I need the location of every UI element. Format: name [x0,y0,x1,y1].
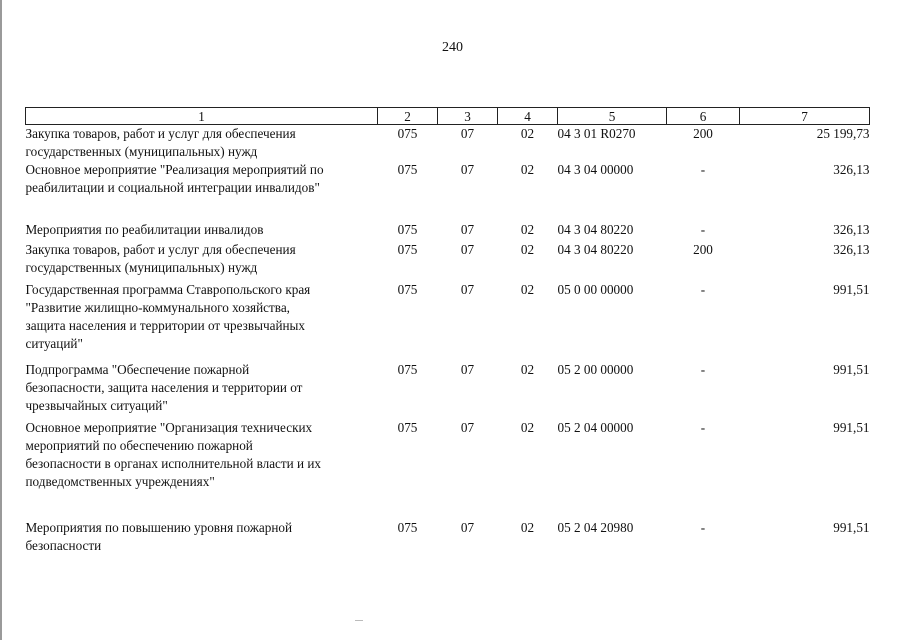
target-article-code: 04 3 04 00000 [557,162,634,177]
description-line: подведомственных учреждениях" [25,474,215,489]
subsection-code: 02 [520,420,535,435]
expense-type-code: - [700,420,706,435]
description-line: государственных (муниципальных) нужд [25,144,258,159]
table-row [26,361,870,419]
description-line: безопасности в органах исполнительной власти и их [25,456,322,471]
column-header-1: 1 [26,108,378,125]
row-description [26,125,378,162]
page-number: 240 [442,40,463,55]
target-article-code: 04 3 04 80220 [557,242,634,257]
section-code: 07 [460,282,475,297]
description-line: Закупка товаров, работ и услуг для обеспечения [25,126,296,141]
section-code: 07 [460,420,475,435]
section-code: 07 [460,362,475,377]
description-line: Основное мероприятие "Реализация мероприятий по [25,162,324,177]
amount-value: 326,13 [833,162,870,177]
amount-value: 25 199,73 [816,126,870,141]
expense-type-code: 200 [693,126,713,141]
row-description [26,419,378,519]
column-number-row [26,108,870,125]
description-line: мероприятий по обеспечению пожарной [25,438,253,453]
section-code: 07 [460,222,475,237]
row-description [26,281,378,361]
expense-type-code: - [700,162,706,177]
column-header-2: 2 [378,108,438,125]
amount-value: 991,51 [833,520,870,535]
description-line: Закупка товаров, работ и услуг для обеспечения [25,242,296,257]
ministry-code: 075 [397,162,418,177]
description-line: Подпрограмма "Обеспечение пожарной [25,362,250,377]
subsection-code: 02 [520,242,535,257]
column-header-6: 6 [667,108,740,125]
ministry-code: 075 [397,520,418,535]
page-edge-line [0,0,2,640]
description-line: "Развитие жилищно-коммунального хозяйства, [25,300,290,315]
amount-value: 991,51 [833,420,870,435]
ministry-code: 075 [397,222,418,237]
table-body [26,125,870,560]
column-header-7: 7 [740,108,870,125]
ministry-code: 075 [397,420,418,435]
table-row [26,241,870,281]
description-line: Мероприятия по реабилитации инвалидов [25,222,264,237]
row-description [26,519,378,559]
table-row [26,125,870,162]
row-description [26,241,378,281]
column-header-4: 4 [498,108,558,125]
subsection-code: 02 [520,222,535,237]
subsection-code: 02 [520,520,535,535]
row-description [26,361,378,419]
description-line: безопасности, защита населения и территории от [25,380,303,395]
amount-value: 991,51 [833,362,870,377]
section-code: 07 [460,242,475,257]
expense-type-code: - [700,520,706,535]
column-header-5: 5 [558,108,667,125]
target-article-code: 05 2 04 20980 [557,520,634,535]
ministry-code: 075 [397,242,418,257]
amount-value: 326,13 [833,222,870,237]
table-row [26,419,870,519]
description-line: Основное мероприятие "Организация технических [25,420,313,435]
target-article-code: 05 0 00 00000 [557,282,634,297]
subsection-code: 02 [520,126,535,141]
description-line: Государственная программа Ставропольского края [25,282,311,297]
subsection-code: 02 [520,162,535,177]
description-line: защита населения и территории от чрезвычайных [25,318,306,333]
section-code: 07 [460,520,475,535]
description-line: государственных (муниципальных) нужд [25,260,258,275]
target-article-code: 05 2 00 00000 [557,362,634,377]
target-article-code: 04 3 01 R0270 [557,126,636,141]
expense-type-code: - [700,362,706,377]
section-code: 07 [460,126,475,141]
subsection-code: 02 [520,282,535,297]
section-code: 07 [460,162,475,177]
page-mark [355,620,363,621]
amount-value: 991,51 [833,282,870,297]
row-description [26,161,378,221]
description-line: Мероприятия по повышению уровня пожарной [25,520,293,535]
ministry-code: 075 [397,126,418,141]
ministry-code: 075 [397,362,418,377]
description-line: чрезвычайных ситуаций" [25,398,168,413]
expense-type-code: - [700,282,706,297]
subsection-code: 02 [520,362,535,377]
column-header-3: 3 [438,108,498,125]
table-row [26,221,870,241]
ministry-code: 075 [397,282,418,297]
expense-type-code: 200 [693,242,713,257]
description-line: безопасности [25,538,102,553]
row-description [26,221,378,241]
description-line: реабилитации и социальной интеграции инвалидов" [25,180,320,195]
target-article-code: 05 2 04 00000 [557,420,634,435]
description-line: ситуаций" [25,336,83,351]
expense-type-code: - [700,222,706,237]
budget-table [25,107,870,559]
table-row [26,281,870,361]
target-article-code: 04 3 04 80220 [557,222,634,237]
table-row [26,161,870,221]
table-row [26,519,870,559]
amount-value: 326,13 [833,242,870,257]
